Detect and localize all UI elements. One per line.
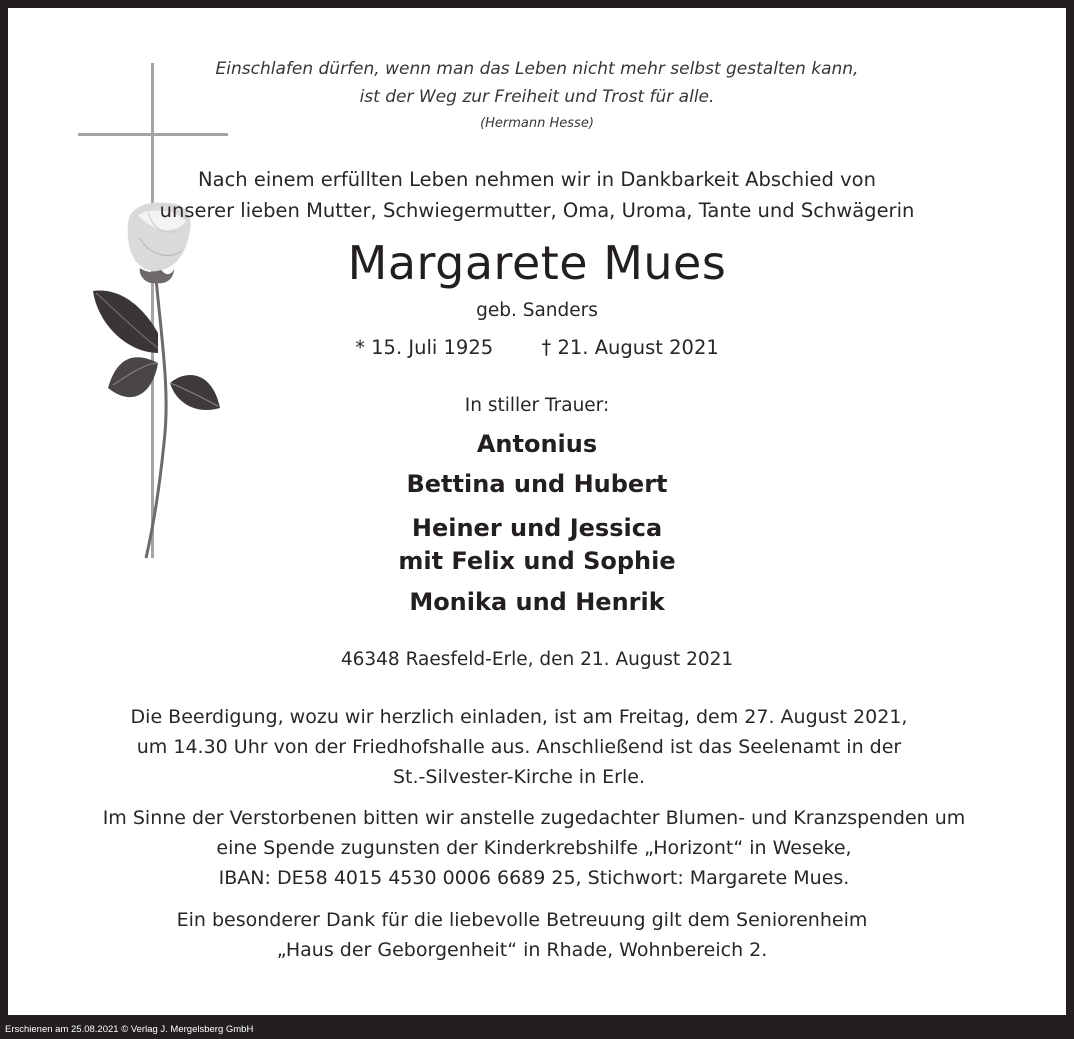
obituary-notice — [8, 8, 1066, 1015]
donation-line-1: Im Sinne der Verstorbenen bitten wir anstelle zugedachter Blumen- und Kranzspenden um — [102, 807, 966, 829]
deceased-name: Margarete Mues — [347, 236, 727, 290]
quote-author: (Hermann Hesse) — [480, 116, 594, 131]
birth-name: geb. Sanders — [476, 300, 598, 321]
donation-line-2: eine Spende zugunsten der Kinderkrebshilfe „Horizont“ in Weseke, — [216, 837, 852, 859]
thanks-line-1: Ein besonderer Dank für die liebevolle Betreuung gilt dem Seniorenheim — [176, 909, 868, 931]
mourner-name: mit Felix und Sophie — [398, 547, 676, 575]
funeral-line-2: um 14.30 Uhr von der Friedhofshalle aus. Anschließend ist das Seelenamt in der — [136, 736, 902, 758]
quote-line-2: ist der Weg zur Freiheit und Trost für alle. — [359, 87, 715, 107]
intro-line-1: Nach einem erfüllten Leben nehmen wir in Dankbarkeit Abschied von — [198, 168, 876, 191]
mourner-name: Bettina und Hubert — [406, 470, 668, 498]
birth-date: * 15. Juli 1925 — [355, 336, 494, 359]
death-date: † 21. August 2021 — [541, 336, 719, 359]
mourner-name: Antonius — [476, 430, 598, 458]
thanks-line-2: „Haus der Geborgenheit“ in Rhade, Wohnbereich 2. — [276, 939, 768, 961]
place-and-date: 46348 Raesfeld-Erle, den 21. August 2021 — [340, 649, 734, 670]
quote-line-1: Einschlafen dürfen, wenn man das Leben nicht mehr selbst gestalten kann, — [215, 59, 859, 79]
life-dates — [8, 336, 1066, 359]
mourner-name: Monika und Henrik — [409, 588, 665, 616]
publication-footer: Erschienen am 25.08.2021 © Verlag J. Mergelsberg GmbH — [5, 1024, 254, 1035]
funeral-line-1: Die Beerdigung, wozu wir herzlich einladen, ist am Freitag, dem 27. August 2021, — [130, 706, 908, 728]
mourners-heading: In stiller Trauer: — [464, 395, 610, 416]
intro-line-2: unserer lieben Mutter, Schwiegermutter, Oma, Uroma, Tante und Schwägerin — [159, 199, 915, 222]
mourner-name: Heiner und Jessica — [411, 514, 663, 542]
funeral-line-3: St.-Silvester-Kirche in Erle. — [393, 766, 645, 788]
donation-line-3: IBAN: DE58 4015 4530 0006 6689 25, Stichwort: Margarete Mues. — [218, 867, 850, 889]
